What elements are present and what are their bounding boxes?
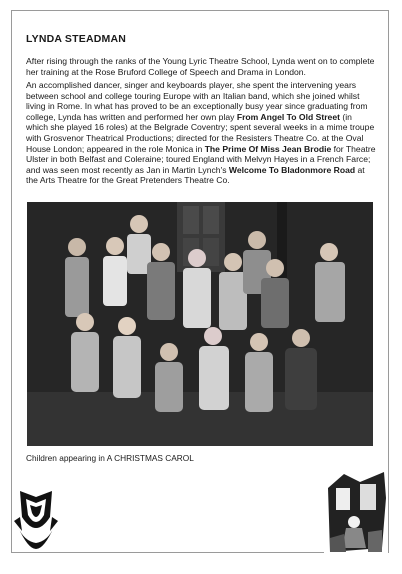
paragraph-text: An accomplished dancer, singer and keyboards player, she spent the intervening years between school and college touring Europe with an Italian band, which she joined whilst living in Rome. In what has proved to be an exceptionally busy year since graduating from college, Lynda has written and performed her own play (26, 80, 368, 122)
victorian-scene-illustration (324, 468, 388, 554)
play-title-angel: From Angel To Old Street (236, 111, 340, 122)
theatre-crest-icon (12, 487, 60, 551)
photo-caption: Children appearing in A CHRISTMAS CAROL (26, 453, 194, 463)
article-paragraph-1: After rising through the ranks of the Young Lyric Theatre School, Lynda went on to complete her training at the Rose Bruford College of Speech and Drama in London. (26, 56, 375, 77)
article-title: LYNDA STEADMAN (26, 33, 127, 45)
play-title-jean-brodie: The Prime Of Miss Jean Brodie (204, 143, 332, 154)
play-title-bladonmore: Welcome To Bladonmore Road (228, 164, 356, 175)
article-paragraph-2 (26, 80, 376, 186)
group-photo-drawing (27, 202, 373, 446)
paragraph-text: (in which she played 16 roles) at the Belgrade Coventry; spent several weeks in a mime troupe with Grosvenor Theatrical Productions; directed for the Resisters Theatre Co. at the Oval House London; appeared in the role Monica in (26, 111, 375, 154)
group-photo (27, 202, 373, 446)
paragraph-text: for Theatre Ulster in both Belfast and Coleraine; toured England with Melvyn Hayes in a French Farce; and was seen most recently as Jan in Martin Lynch's (26, 143, 376, 175)
paragraph-text: at the Arts Theatre for the Great Pretenders Theatre Co. (26, 164, 365, 186)
